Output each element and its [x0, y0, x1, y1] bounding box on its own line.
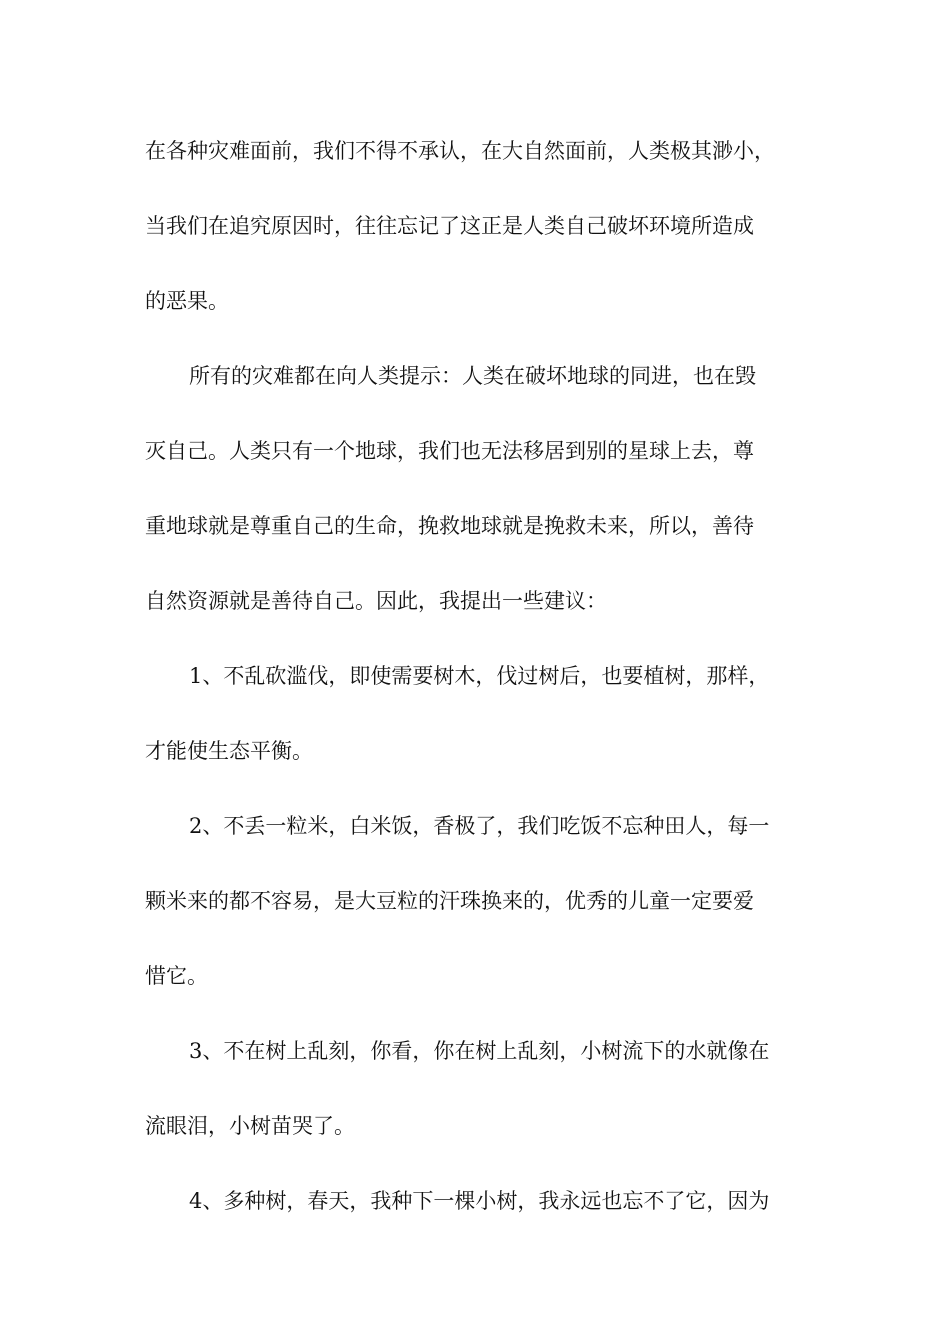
text-line: 3、不在树上乱刻，你看，你在树上乱刻，小树流下的水就像在 [189, 1039, 770, 1063]
text-line: 的恶果。 [145, 289, 229, 313]
text-line: 颗米来的都不容易，是大豆粒的汗珠换来的，优秀的儿童一定要爱 [145, 889, 754, 913]
text-line: 在各种灾难面前，我们不得不承认，在大自然面前，人类极其渺小， [145, 139, 775, 163]
text-line: 4、多种树，春天，我种下一棵小树，我永远也忘不了它，因为 [189, 1189, 770, 1213]
text-line: 流眼泪，小树苗哭了。 [145, 1114, 355, 1138]
text-line: 自然资源就是善待自己。因此，我提出一些建议： [145, 589, 607, 613]
text-line: 1、不乱砍滥伐，即使需要树木，伐过树后，也要植树，那样， [189, 664, 770, 688]
text-line: 所有的灾难都在向人类提示：人类在破坏地球的同进，也在毁 [189, 364, 756, 388]
text-line: 当我们在追究原因时，往往忘记了这正是人类自己破坏环境所造成 [145, 214, 754, 238]
text-line: 2、不丢一粒米，白米饭，香极了，我们吃饭不忘种田人，每一 [189, 814, 770, 838]
text-line: 惜它。 [145, 964, 208, 988]
text-line: 才能使生态平衡。 [145, 739, 313, 763]
text-line: 灭自己。人类只有一个地球，我们也无法移居到别的星球上去，尊 [145, 439, 754, 463]
text-line: 重地球就是尊重自己的生命，挽救地球就是挽救未来，所以，善待 [145, 514, 754, 538]
